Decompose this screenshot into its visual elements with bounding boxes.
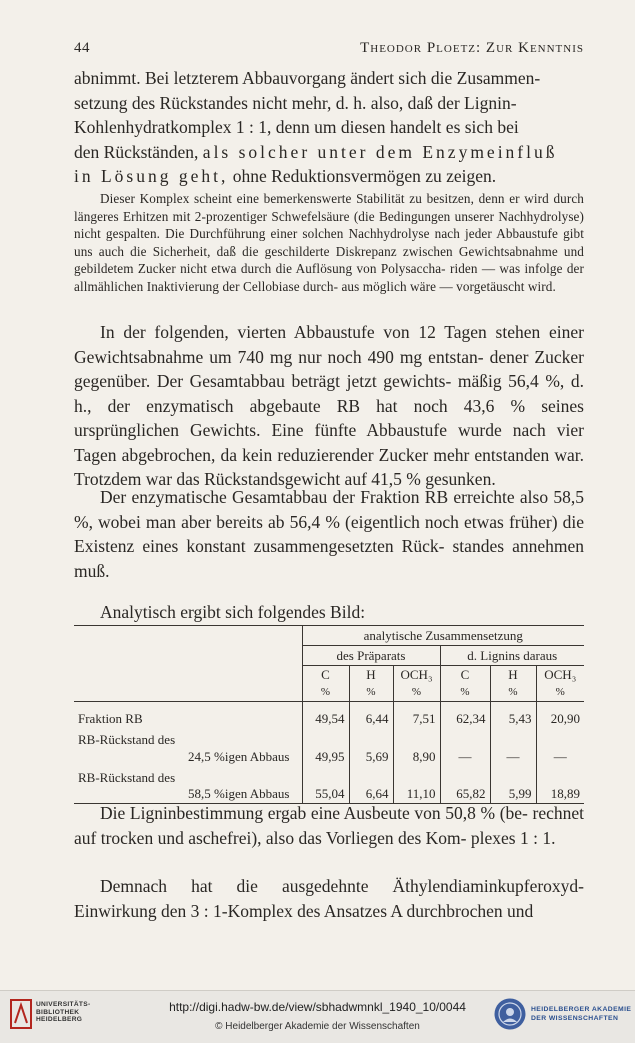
col-unit: %: [349, 684, 393, 702]
row-label-sub: 58,5 %igen Abbaus: [74, 786, 302, 804]
table-subheader-lignin: d. Lignins daraus: [440, 646, 584, 666]
paragraph-6: [74, 874, 584, 923]
col-unit: %: [302, 684, 349, 702]
row-label: Fraktion RB: [78, 710, 143, 726]
permalink-url[interactable]: http://digi.hadw-bw.de/view/sbhadwmnkl_1940_10/0044: [169, 1000, 466, 1014]
table-cell: —: [490, 748, 536, 766]
table-corner: [74, 626, 302, 646]
paragraph-3: [74, 485, 584, 583]
table-cell: 55,04: [302, 786, 349, 804]
para1-line3: Kohlenhydratkomplex 1 : 1, denn um diesen handelt es sich bei: [74, 117, 519, 137]
col-header-och3: OCH₃: [393, 666, 440, 684]
page-number: 44: [74, 40, 90, 56]
para1-line4-spaced: als solcher unter dem Enzymeinfluß: [202, 141, 558, 162]
table-cell: 5,43: [490, 710, 536, 728]
para1-line4: [74, 140, 584, 165]
paragraph-1: [74, 66, 584, 189]
library-name-line: UNIVERSITÄTS-: [36, 1001, 91, 1008]
para2-text: In der folgenden, vierten Abbaustufe von 12 Tagen stehen einer Gewichtsabnahme um 740 mg nur noch 490 mg entstan- dener Zucker gegenüber. Der Gesamtabbau beträgt jetzt gewichts- mäßig 56,4 %, d. h., der enzymatisch abgebaute RB hat noch 43,6 % seines ursprünglichen Gewichts. Eine fünfte Abbaustufe wurde nach vier Tagen abgebrochen, da kein reduzierender Zucker mehr entstanden war. Trotzdem war das Rückstandsgewicht auf 41,5 % gesunken.: [74, 322, 584, 489]
table-cell: 6,64: [349, 786, 393, 804]
para1-line5-b: ohne Reduktionsvermögen zu zeigen.: [228, 166, 497, 186]
col-header-h: H: [349, 666, 393, 684]
table-cell: 49,54: [302, 710, 349, 728]
table-cell: 7,51: [393, 710, 440, 728]
table-cell: 11,10: [393, 786, 440, 804]
col-unit: %: [393, 684, 440, 702]
academy-seal-icon: [493, 997, 527, 1031]
table-cell: 5,99: [490, 786, 536, 804]
table-cell: 5,69: [349, 748, 393, 766]
row-label: RB-Rückstand des: [78, 769, 176, 785]
para1-line5: [74, 164, 584, 189]
academy-name: [531, 1006, 631, 1023]
running-header: [74, 40, 584, 62]
para5-text: Die Ligninbestimmung ergab eine Ausbeute von 50,8 % (be- rechnet auf trocken und aschefrei), also das Vorliegen des Kom- plexes 1 : 1.: [74, 803, 584, 848]
col-unit: %: [440, 684, 490, 702]
running-title: Theodor Ploetz: Zur Kenntnis: [360, 40, 584, 56]
para6-text: Demnach hat die ausgedehnte Äthylendiaminkupferoxyd- Einwirkung den 3 : 1-Komplex des Ansatzes A durchbrochen und: [74, 876, 584, 921]
para1-line5-spaced: in Lösung geht,: [74, 166, 229, 186]
table-cell: 18,89: [536, 786, 584, 804]
col-header-c: C: [440, 666, 490, 684]
col-header-h: H: [490, 666, 536, 684]
table-cell: 20,90: [536, 710, 584, 728]
table-subheader-preparation: des Präparats: [302, 646, 440, 666]
academy-name-line: DER WISSENSCHAFTEN: [531, 1014, 619, 1022]
table-cell: 49,95: [302, 748, 349, 766]
paragraph-2: [74, 320, 584, 492]
academy-name-line: HEIDELBERGER AKADEMIE: [531, 1006, 632, 1013]
para1-line4-a: den Rückständen,: [74, 141, 203, 162]
table-row: [74, 748, 584, 766]
table-cell: 6,44: [349, 710, 393, 728]
table-cell: 8,90: [393, 748, 440, 766]
col-header-c: C: [302, 666, 349, 684]
col-header-och3: OCH₃: [536, 666, 584, 684]
table-cell: —: [440, 748, 490, 766]
table-group-header: analytische Zusammensetzung: [302, 626, 584, 646]
col-unit: %: [490, 684, 536, 702]
para1-line2: setzung des Rückstandes nicht mehr, d. h. also, daß der Lignin-: [74, 92, 517, 113]
para1-line1: abnimmt. Bei letzterem Abbauvorgang ändert sich die Zusammen-: [74, 68, 541, 88]
table-cell: 62,34: [440, 710, 490, 728]
copyright-notice: © Heidelberger Akademie der Wissenschaften: [215, 1021, 420, 1032]
table-row: [74, 710, 584, 728]
row-label-sub: 24,5 %igen Abbaus: [188, 748, 290, 764]
paragraph-5: [74, 801, 584, 850]
para4-text: Analytisch ergibt sich folgendes Bild:: [100, 602, 366, 622]
analysis-table: [74, 625, 584, 804]
paragraph-4: [74, 600, 584, 625]
row-label: RB-Rückstand des: [78, 731, 176, 747]
library-name-line: HEIDELBERG: [36, 1016, 83, 1024]
para3-text: Der enzymatische Gesamtabbau der Fraktion RB erreichte also 58,5 %, wobei man aber bereits ab 56,4 % (eigentlich noch etwas früher) die Existenz eines konstant zusammengesetzten Rück- standes annehmen muß.: [74, 487, 584, 581]
table-cell: —: [536, 748, 584, 766]
library-name-line: BIBLIOTHEK: [36, 1008, 80, 1016]
table-cell: 65,82: [440, 786, 490, 804]
note-text: Dieser Komplex scheint eine bemerkenswerte Stabilität zu besitzen, denn er wird durch längeres Erhitzen mit 2-prozentiger Schwefelsäure (die Bedingungen unserer Nachhydrolyse) nicht gespalten. Die Durchführung einer solchen Nachhydrolyse nach jeder Abbaustufe gibt uns auch die Sicherheit, daß die geschilderte Diskrepanz zwischen Gewichtsabnahme und gebildetem Zucker nicht etwa durch die Auflösung von Polysaccha- riden — was infolge der allmählichen Inaktivierung der Cellobiase durch- aus möglich wäre — vorgetäuscht wird.: [74, 191, 584, 294]
viewer-footer: [0, 990, 635, 1043]
footnote-block: [74, 190, 584, 295]
col-unit: %: [536, 684, 584, 702]
